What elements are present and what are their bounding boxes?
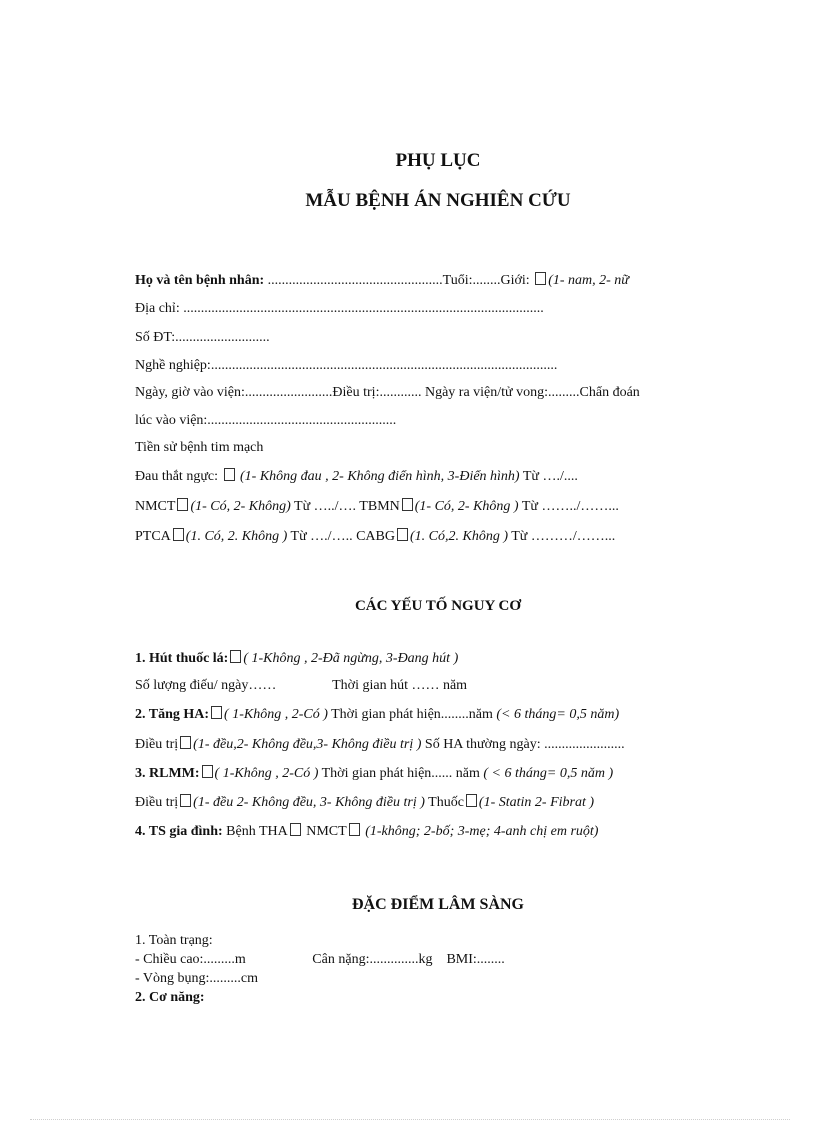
page-subtitle: MẪU BỆNH ÁN NGHIÊN CỨU bbox=[305, 190, 571, 211]
nmct-tbmn-line bbox=[135, 498, 619, 515]
angina-since: Từ …./.... bbox=[519, 469, 578, 484]
risk-factors-heading: CÁC YẾU TỐ NGUY CƠ bbox=[354, 598, 522, 614]
nmct-label: NMCT bbox=[135, 499, 176, 514]
ptca-options: (1. Có, 2. Không ) bbox=[185, 529, 288, 544]
checkbox-tbmn[interactable] bbox=[402, 498, 413, 511]
cardiac-history-heading: Tiền sử bệnh tim mạch bbox=[135, 440, 264, 455]
hypertension-line bbox=[135, 706, 619, 723]
usual-bp: Số HA thường ngày: ....................... bbox=[421, 737, 625, 752]
cigarettes-line: Số lượng điếu/ ngày…… Thời gian hút …… năm bbox=[135, 678, 468, 693]
dyslipidemia-line bbox=[135, 765, 613, 782]
drug-label: Thuốc bbox=[424, 795, 464, 810]
checkbox-family-nmct[interactable] bbox=[349, 823, 360, 836]
checkbox-angina[interactable] bbox=[224, 468, 235, 481]
family-history-line bbox=[135, 823, 598, 840]
page-bottom-divider bbox=[30, 1119, 790, 1120]
family-nmct-label: NMCT bbox=[302, 824, 347, 839]
checkbox-hypertension[interactable] bbox=[211, 706, 222, 719]
dyslipidemia-treatment-line bbox=[135, 794, 594, 811]
cabg-options: (1. Có,2. Không ) bbox=[409, 529, 508, 544]
symptoms-label: 2. Cơ năng: bbox=[135, 990, 205, 1005]
general-status-label: 1. Toàn trạng: bbox=[135, 933, 213, 948]
angina-label: Đau thắt ngực: bbox=[135, 469, 219, 484]
family-tha-label: Bệnh THA bbox=[222, 824, 288, 839]
clinical-heading: ĐẶC ĐIỂM LÂM SÀNG bbox=[352, 896, 524, 913]
patient-name-label: Họ và tên bệnh nhân: bbox=[135, 273, 265, 288]
ht-treatment-options: (1- đều,2- Không đều,3- Không điều trị ) bbox=[193, 737, 422, 752]
dyslipidemia-duration: Thời gian phát hiện...... năm bbox=[318, 766, 484, 781]
drug-options: (1- Statin 2- Fibrat ) bbox=[478, 795, 595, 810]
patient-name-fields: ..................................................Tuổi:........Giới: bbox=[264, 273, 530, 288]
ht-treatment-label: Điều trị bbox=[135, 737, 179, 752]
angina-options: (1- Không đau , 2- Không điển hình, 3-Điển hình) bbox=[240, 469, 520, 484]
tbmn-options: (1- Có, 2- Không ) bbox=[414, 499, 519, 514]
checkbox-smoking[interactable] bbox=[230, 650, 241, 663]
gender-options: (1- nam, 2- nữ bbox=[548, 273, 629, 288]
occupation-line: Nghề nghiệp:................................................................................................... bbox=[135, 358, 558, 373]
hypertension-duration: Thời gian phát hiện........năm bbox=[327, 707, 497, 722]
nmct-options: (1- Có, 2- Không) bbox=[190, 499, 291, 514]
hypertension-label: 2. Tăng HA: bbox=[135, 707, 210, 722]
nmct-since-tbmn-label: Từ …../…. TBMN bbox=[290, 499, 400, 514]
height-weight-line: - Chiều cao:.........m Cân nặng:..............kg BMI:........ bbox=[135, 952, 505, 967]
checkbox-family-tha[interactable] bbox=[290, 823, 301, 836]
checkbox-drug[interactable] bbox=[466, 794, 477, 807]
address-line: Địa chỉ: ....................................................................................................... bbox=[135, 301, 544, 316]
dyslipidemia-label: 3. RLMM: bbox=[135, 766, 200, 781]
checkbox-ptca[interactable] bbox=[173, 528, 184, 541]
family-history-label: 4. TS gia đình: bbox=[135, 824, 223, 839]
ptca-cabg-line bbox=[135, 528, 615, 545]
admission-line: Ngày, giờ vào viện:.........................Điều trị:............ Ngày ra viện/tử vong:.........Chẩn đoán bbox=[135, 385, 640, 400]
patient-name-line bbox=[135, 272, 629, 289]
hypertension-options: ( 1-Không , 2-Có ) bbox=[224, 707, 328, 722]
checkbox-ht-treatment[interactable] bbox=[180, 736, 191, 749]
hypertension-treatment-line bbox=[135, 736, 625, 753]
checkbox-dl-treatment[interactable] bbox=[180, 794, 191, 807]
waist-line: - Vòng bụng:.........cm bbox=[135, 971, 259, 986]
dl-treatment-options: (1- đều 2- Không đều, 3- Không điều trị ) bbox=[193, 795, 425, 810]
phone-line: Số ĐT:........................... bbox=[135, 330, 270, 345]
hypertension-note: (< 6 tháng= 0,5 năm) bbox=[496, 707, 620, 722]
ptca-label: PTCA bbox=[135, 529, 171, 544]
checkbox-gender[interactable] bbox=[535, 272, 546, 285]
ptca-since-cabg-label: Từ …./….. CABG bbox=[287, 529, 395, 544]
dyslipidemia-options: ( 1-Không , 2-Có ) bbox=[214, 766, 319, 781]
checkbox-dyslipidemia[interactable] bbox=[202, 765, 213, 778]
cabg-since: Từ ………/……... bbox=[507, 529, 616, 544]
page-title: PHỤ LỤC bbox=[395, 150, 481, 171]
tbmn-since: Từ ……../……... bbox=[518, 499, 619, 514]
smoking-label: 1. Hút thuốc lá: bbox=[135, 651, 229, 666]
checkbox-cabg[interactable] bbox=[397, 528, 408, 541]
family-history-options: (1-không; 2-bố; 3-mẹ; 4-anh chị em ruột) bbox=[365, 824, 599, 839]
dl-treatment-label: Điều trị bbox=[135, 795, 179, 810]
checkbox-nmct[interactable] bbox=[177, 498, 188, 511]
smoking-line bbox=[135, 650, 458, 667]
dyslipidemia-note: ( < 6 tháng= 0,5 năm ) bbox=[483, 766, 614, 781]
admission-diagnosis-line: lúc vào viện:...................................................... bbox=[135, 413, 397, 428]
angina-line bbox=[135, 468, 578, 485]
smoking-options: ( 1-Không , 2-Đã ngừng, 3-Đang hút ) bbox=[243, 651, 459, 666]
